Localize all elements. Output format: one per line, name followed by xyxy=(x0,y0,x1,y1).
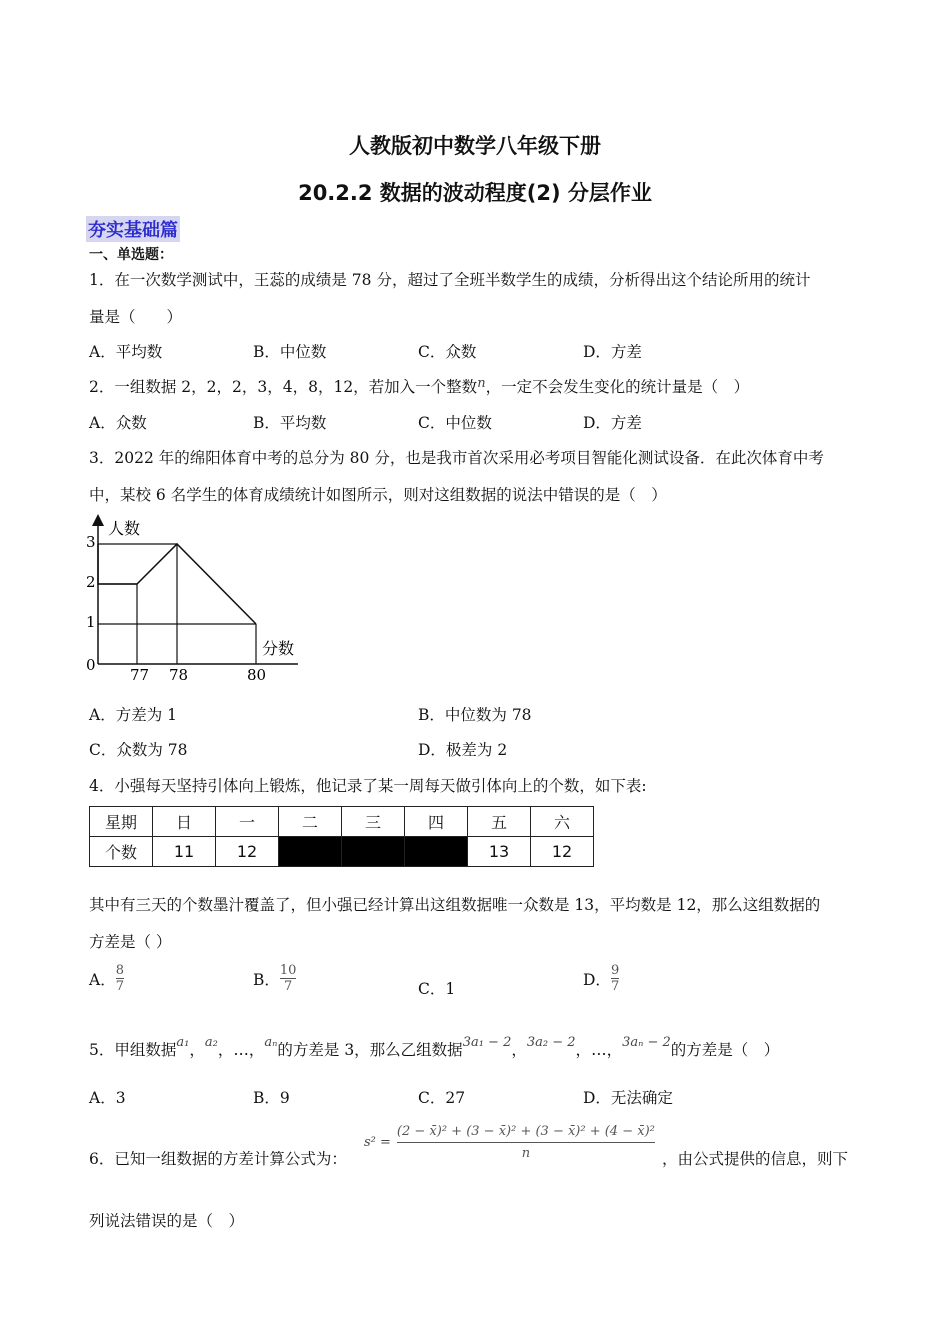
q2-option-c: C．中位数 xyxy=(418,414,492,432)
denominator: 7 xyxy=(115,979,124,994)
denominator: 7 xyxy=(610,979,620,994)
comma: ， xyxy=(511,1041,527,1059)
q6-prefix: 6．已知一组数据的方差计算公式为： xyxy=(89,1150,347,1168)
denominator: 7 xyxy=(284,979,293,994)
q3-option-d: D．极差为 2 xyxy=(418,741,508,759)
q5-option-c: C．27 xyxy=(418,1089,466,1107)
q5-b2: 3a₂ − 2 xyxy=(526,1035,576,1050)
formula-numerator: (2 − x̄)² + (3 − x̄)² + (3 − x̄)² + (4 − x̄)² xyxy=(396,1124,655,1139)
ink-covered-cell xyxy=(342,837,405,867)
q5-option-d: D．无法确定 xyxy=(583,1089,673,1107)
q4-line1: 4．小强每天坚持引体向上锻炼，他记录了某一周每天做引体向上的个数，如下表: xyxy=(89,777,647,795)
formula-lhs: s² = xyxy=(364,1135,391,1150)
y-axis-label: 人数 xyxy=(108,519,141,538)
ellipsis: …， xyxy=(233,1041,265,1059)
q3-option-a: A．方差为 1 xyxy=(89,706,177,724)
q1-option-c: C．众数 xyxy=(418,343,477,361)
comma: ， xyxy=(189,1041,205,1059)
q6-suffix: ，由公式提供的信息，则下 xyxy=(662,1150,849,1168)
table-row xyxy=(90,807,594,837)
q5-suffix: 的方差是（ ） xyxy=(670,1041,780,1059)
q2-option-d: D．方差 xyxy=(583,414,642,432)
table-cell: 日 xyxy=(153,807,216,837)
x-tick-77: 77 xyxy=(130,666,150,684)
q2-var-n: n xyxy=(477,376,486,391)
q5-b1: 3a₁ − 2 xyxy=(462,1035,512,1050)
formula-fraction xyxy=(397,1124,655,1161)
option-label: A． xyxy=(89,970,116,989)
table-cell: 四 xyxy=(405,807,468,837)
x-tick-78: 78 xyxy=(169,666,189,684)
ink-covered-cell xyxy=(405,837,468,867)
comma: ， xyxy=(575,1041,592,1059)
x-tick-80: 80 xyxy=(247,666,267,684)
q3-option-b: B．中位数为 78 xyxy=(418,706,532,724)
table-cell: 六 xyxy=(531,807,594,837)
q4-option-a xyxy=(89,963,124,994)
y-tick-1: 1 xyxy=(86,613,96,631)
x-axis-label: 分数 xyxy=(262,639,295,658)
ink-covered-cell xyxy=(279,837,342,867)
origin-label: 0 xyxy=(86,656,96,674)
q1-option-a: A．平均数 xyxy=(89,343,163,361)
y-tick-3: 3 xyxy=(86,533,96,551)
chart-grid xyxy=(98,544,256,664)
table-cell: 一 xyxy=(216,807,279,837)
q4-line3: 方差是（ ） xyxy=(89,933,172,951)
table-cell: 星期 xyxy=(90,807,153,837)
q2-option-b: B．平均数 xyxy=(253,414,327,432)
q5-option-b: B．9 xyxy=(253,1089,290,1107)
comma: ， xyxy=(217,1041,234,1059)
q4-option-c: C．1 xyxy=(418,980,456,998)
q4-option-d xyxy=(583,963,619,994)
formula-denominator: n xyxy=(521,1146,531,1161)
q2-text-a: 2．一组数据 2，2，2，3，4，8，12，若加入一个整数 xyxy=(89,378,478,396)
table-cell: 二 xyxy=(279,807,342,837)
q2-line1 xyxy=(89,375,749,397)
q1-line1: 1．在一次数学测试中，王蕊的成绩是 78 分，超过了全班半数学生的成绩，分析得出这个结论所用的统计 xyxy=(89,271,811,289)
q6-line2: 列说法错误的是（ ） xyxy=(89,1212,245,1230)
q3-line1: 3．2022 年的绵阳体育中考的总分为 80 分，也是我市首次采用必考项目智能化测试设备．在此次体育中考 xyxy=(89,449,824,467)
q5-bn: 3aₙ − 2 xyxy=(622,1035,671,1050)
q5-prefix: 5．甲组数据 xyxy=(89,1041,177,1059)
fraction xyxy=(280,963,297,994)
table-cell: 个数 xyxy=(90,837,153,867)
table-cell: 三 xyxy=(342,807,405,837)
q1-option-b: B．中位数 xyxy=(253,343,327,361)
q4-line2: 其中有三天的个数墨汁覆盖了，但小强已经计算出这组数据唯一众数是 13，平均数是 12，那么这组数据的 xyxy=(89,896,821,914)
q3-chart xyxy=(80,512,310,690)
q3-line2: 中，某校 6 名学生的体育成绩统计如图所示，则对这组数据的说法中错误的是（ ） xyxy=(89,486,667,504)
section-label: 夯实基础篇 xyxy=(86,216,180,242)
q4-table xyxy=(89,806,594,867)
table-cell: 12 xyxy=(531,837,594,867)
q5-mid: 的方差是 3，那么乙组数据 xyxy=(277,1041,463,1059)
part-heading: 一、单选题： xyxy=(89,247,173,263)
q6-formula xyxy=(364,1124,655,1161)
q3-option-c: C．众数为 78 xyxy=(89,741,188,759)
table-cell: 五 xyxy=(468,807,531,837)
q5-option-a: A．3 xyxy=(89,1089,126,1107)
table-cell: 13 xyxy=(468,837,531,867)
option-label: D． xyxy=(583,970,611,989)
page-subtitle: 20.2.2 数据的波动程度(2) 分层作业 xyxy=(298,181,652,205)
table-cell: 11 xyxy=(153,837,216,867)
numerator: 8 xyxy=(115,963,124,978)
q4-option-b xyxy=(253,963,296,994)
option-label: B． xyxy=(253,970,280,989)
numerator: 10 xyxy=(279,963,297,978)
q2-text-b: ，一定不会发生变化的统计量是（ ） xyxy=(485,378,750,396)
q1-line2: 量是（ ） xyxy=(89,308,183,326)
q5-an: aₙ xyxy=(264,1035,278,1050)
q5-a2: a₂ xyxy=(204,1035,218,1050)
page-title: 人教版初中数学八年级下册 xyxy=(349,134,601,158)
q5-a1: a₁ xyxy=(176,1035,190,1050)
ellipsis: …， xyxy=(591,1041,623,1059)
y-tick-2: 2 xyxy=(86,573,96,591)
q5-line xyxy=(89,1035,780,1060)
q2-option-a: A．众数 xyxy=(89,414,147,432)
q1-option-d: D．方差 xyxy=(583,343,642,361)
numerator: 9 xyxy=(610,963,620,978)
table-row xyxy=(90,837,594,867)
fraction xyxy=(116,963,124,994)
table-cell: 12 xyxy=(216,837,279,867)
fraction xyxy=(611,963,619,994)
